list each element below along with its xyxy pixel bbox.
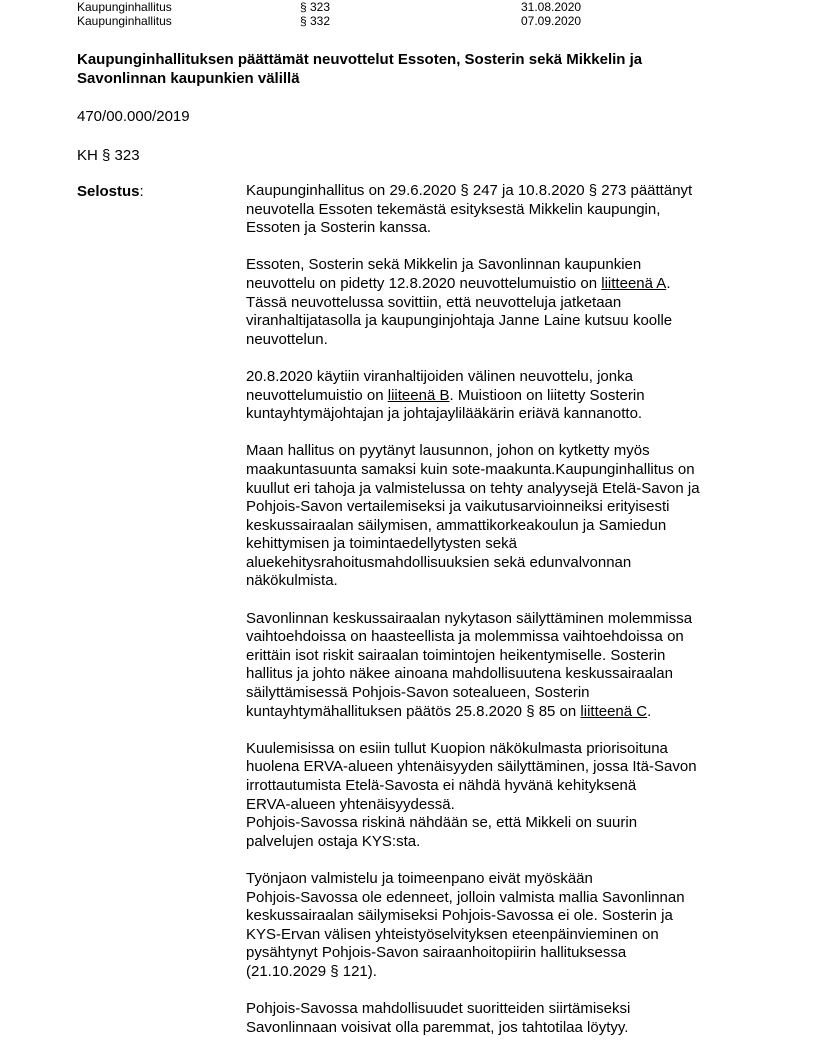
text-segment: . (647, 702, 652, 720)
header-row (77, 0, 777, 14)
text-segment: aluekehitysrahoitusmahdollisuuksien sekä edunvalvonnan (246, 553, 632, 571)
paragraph-line (246, 517, 746, 536)
section-label-colon: : (139, 183, 144, 200)
paragraph-line (246, 201, 746, 220)
text-segment: Kuulemisissa on esiin tullut Kuopion näkökulmasta priorisoituna (246, 739, 668, 757)
text-segment: 20.8.2020 käytiin viranhaltijoiden välinen neuvottelu, jonka (246, 367, 633, 385)
paragraph-line (246, 387, 746, 406)
paragraph-line (246, 889, 746, 908)
text-segment: Pohjois-Savossa mahdollisuudet suoritteiden siirtämiseksi (246, 1000, 631, 1018)
section-body (246, 182, 746, 1056)
paragraph-line (246, 814, 746, 833)
text-segment: Maan hallitus on pyytänyt lausunnon, johon on kytketty myös (246, 442, 650, 460)
text-segment: näkökulmista. (246, 572, 338, 590)
header-body-name: Kaupunginhallitus (77, 14, 172, 28)
header-body-name: Kaupunginhallitus (77, 0, 172, 14)
header-date: 07.09.2020 (521, 14, 582, 28)
paragraph-line (246, 1000, 746, 1019)
paragraph-line (246, 944, 746, 963)
text-segment: erittäin isot riskit sairaalan toimintojen heikentymiselle. Sosterin (246, 646, 666, 664)
header-row (77, 14, 777, 28)
diary-number: 470/00.000/2019 (77, 108, 190, 125)
paragraph-line (246, 498, 746, 517)
document-title-line: Kaupunginhallituksen päättämät neuvottelut Essoten, Sosterin sekä Mikkelin ja (77, 51, 643, 68)
paragraph-line (246, 796, 746, 815)
header-paragraph-number: § 332 (300, 14, 331, 28)
attachment-reference: liitteenä C (580, 702, 648, 720)
text-segment: maakuntasuunta samaksi kuin sote-maakunta.Kaupunginhallitus on (246, 460, 695, 478)
paragraph-line (246, 758, 746, 777)
paragraph-line (246, 256, 746, 275)
section-label-text: Selostus (77, 183, 140, 200)
paragraph-line (246, 926, 746, 945)
text-segment: . Muistioon on liitetty Sosterin (449, 386, 645, 404)
paragraph-line (246, 1019, 746, 1038)
text-segment: kuullut eri tahoja ja valmistelussa on tehty analyysejä Etelä-Savon ja (246, 479, 700, 497)
text-segment: Savonlinnan keskussairaalan nykytason säilyttäminen molemmissa (246, 609, 693, 627)
body-paragraph (246, 442, 746, 591)
text-segment: kehittymisen ja toimintaedellytysten sekä (246, 535, 517, 553)
text-segment: irrottautumista Etelä-Savosta ei nähdä hyvänä kehityksenä (246, 777, 637, 794)
paragraph-line (246, 572, 746, 591)
paragraph-line (246, 628, 746, 647)
text-segment: neuvottelu on pidetty 12.8.2020 neuvottelumuistio on (246, 274, 602, 292)
paragraph-line (246, 368, 746, 387)
paragraph-line (246, 703, 746, 722)
text-segment: huolena ERVA-alueen yhtenäisyyden säilyttäminen, jossa Itä-Savon (246, 758, 697, 776)
paragraph-line (246, 907, 746, 926)
text-segment: Essoten, Sosterin sekä Mikkelin ja Savonlinnan kaupunkien (246, 256, 642, 274)
paragraph-line (246, 777, 746, 796)
body-paragraph (246, 1000, 746, 1037)
paragraph-line (246, 610, 746, 629)
paragraph-line (246, 833, 746, 852)
paragraph-line (246, 963, 746, 982)
paragraph-line (246, 740, 746, 759)
paragraph-line (246, 331, 746, 350)
body-paragraph (246, 256, 746, 349)
attachment-reference: liiteenä B (387, 386, 450, 404)
text-segment: Työnjaon valmistelu ja toimeenpano eivät myöskään (246, 869, 593, 887)
section-reference: KH § 323 (77, 147, 140, 164)
text-segment: Essoten ja Sosterin kanssa. (246, 219, 432, 237)
text-segment: pysähtynyt Pohjois-Savon sairaanhoitopiirin hallituksessa (246, 944, 627, 962)
paragraph-line (246, 870, 746, 889)
header-date: 31.08.2020 (521, 0, 582, 14)
paragraph-line (246, 405, 746, 424)
body-paragraph (246, 368, 746, 424)
paragraph-line (246, 275, 746, 294)
text-segment: kuntayhtymähallituksen päätös 25.8.2020 § 85 on (246, 702, 581, 720)
body-paragraph (246, 182, 746, 238)
paragraph-line (246, 684, 746, 703)
paragraph-line (246, 665, 746, 684)
text-segment: KYS-Ervan välisen yhteistyöselvityksen eteenpäinvieminen on (246, 925, 659, 943)
paragraph-line (246, 219, 746, 238)
text-segment: ERVA-alueen yhtenäisyydessä. (246, 795, 455, 813)
paragraph-line (246, 647, 746, 666)
attachment-reference: liitteenä A (601, 274, 667, 292)
text-segment: Kaupunginhallitus on 29.6.2020 § 247 ja 10.8.2020 § 273 päättänyt (246, 182, 693, 199)
paragraph-line (246, 554, 746, 573)
paragraph-line (246, 461, 746, 480)
text-segment: Pohjois-Savon vertailemiseksi ja vaikutusarvioinneiksi erityisesti (246, 498, 670, 516)
paragraph-line (246, 442, 746, 461)
text-segment: säilyttämisessä Pohjois-Savon sotealueen, Sosterin (246, 684, 590, 702)
text-segment: vaihtoehdoissa on haasteellista ja molemmissa vaihtoehdoissa on (246, 628, 684, 646)
text-segment: neuvottelumuistio on (246, 386, 388, 404)
paragraph-line (246, 312, 746, 331)
text-segment: (21.10.2029 § 121). (246, 962, 377, 980)
paragraph-line (246, 182, 746, 201)
text-segment: viranhaltijatasolla ja kaupunginjohtaja Janne Laine kutsuu koolle (246, 312, 673, 330)
text-segment: kuntayhtymäjohtajan ja johtajaylilääkärin eriävä kannanotto. (246, 405, 643, 423)
paragraph-line (246, 480, 746, 499)
text-segment: hallitus ja johto näkee ainoana mahdollisuutena keskussairaalan (246, 665, 673, 683)
body-paragraph (246, 870, 746, 982)
paragraph-line (246, 294, 746, 313)
text-segment: keskussairaalan säilymisen, ammattikorkeakoulun ja Samiedun (246, 516, 667, 534)
text-segment: Tässä neuvottelussa sovittiin, että neuvotteluja jatketaan (246, 293, 622, 311)
body-paragraph (246, 740, 746, 852)
document-title (77, 50, 737, 88)
document-title-line: Savonlinnan kaupunkien välillä (77, 70, 300, 87)
text-segment: palvelujen ostaja KYS:sta. (246, 832, 421, 850)
text-segment: Pohjois-Savossa riskinä nähdään se, että Mikkeli on suurin (246, 814, 638, 832)
text-segment: Savonlinnaan voisivat olla paremmat, jos tahtotilaa löytyy. (246, 1018, 629, 1036)
text-segment: Pohjois-Savossa ole edenneet, jolloin valmista mallia Savonlinnan (246, 888, 685, 906)
text-segment: neuvottelun. (246, 330, 328, 348)
text-segment: keskussairaalan säilymiseksi Pohjois-Savossa ei ole. Sosterin ja (246, 907, 673, 925)
text-segment: neuvotella Essoten tekemästä esityksestä Mikkelin kaupungin, (246, 200, 661, 218)
body-paragraph (246, 610, 746, 722)
text-segment: . (666, 274, 671, 292)
paragraph-line (246, 535, 746, 554)
header-paragraph-number: § 323 (300, 0, 331, 14)
section-label (77, 182, 144, 201)
